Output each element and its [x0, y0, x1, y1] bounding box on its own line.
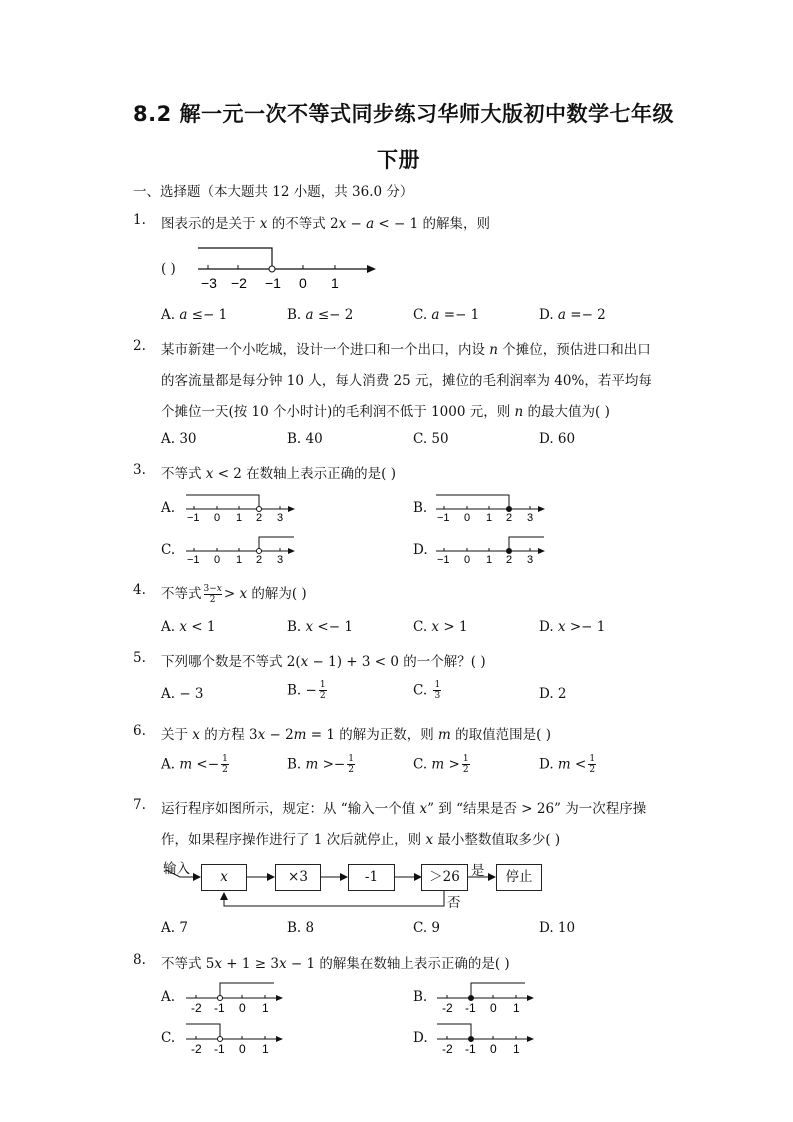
q5-option-c-label: C.	[413, 682, 432, 699]
q1-option-a[interactable]: A. 𝑎 ≤− 1	[161, 307, 228, 323]
axis-label: 1	[486, 512, 493, 524]
flow-box-times3: ×3	[275, 864, 321, 891]
q1-option-c[interactable]: C. 𝑎 =− 1	[413, 307, 480, 323]
q5-option-c[interactable]	[413, 680, 441, 701]
axis-label: 3	[527, 554, 534, 566]
q2-option-c[interactable]: C. 50	[413, 431, 449, 447]
q8-option-a-number-line	[184, 980, 286, 1016]
fraction-denominator: 2	[319, 691, 326, 701]
q1-axis-label: −3	[201, 275, 217, 291]
q4-number: 4.	[133, 582, 146, 598]
q1-paren: ( )	[161, 261, 176, 277]
q6-option-b-fraction	[347, 754, 355, 775]
q1-number: 1.	[133, 212, 146, 228]
axis-label: 0	[239, 1001, 246, 1015]
q4-fraction	[204, 584, 222, 605]
q4-fraction-denominator: 2	[209, 595, 216, 605]
q1-text: 图表示的是关于 𝑥 的不等式 2𝑥 − 𝑎 < − 1 的解集，则	[161, 216, 491, 232]
axis-label: 0	[490, 1001, 497, 1015]
axis-label: −1	[437, 554, 450, 566]
axis-label: 0	[490, 1042, 497, 1056]
q5-option-a[interactable]: A. − 3	[161, 686, 204, 702]
fraction-denominator: 3	[434, 691, 441, 701]
fraction-numerator: 1	[434, 680, 441, 690]
section-heading: 一、选择题（本大题共 12 小题，共 36.0 分）	[133, 184, 414, 200]
q2-option-b[interactable]: B. 40	[287, 431, 323, 447]
axis-label: 1	[236, 554, 243, 566]
axis-label: -2	[191, 1042, 202, 1056]
fraction-denominator: 2	[348, 765, 354, 775]
axis-label: -2	[442, 1001, 453, 1015]
q3-option-a-number-line	[184, 492, 299, 524]
fraction-numerator: 1	[222, 754, 228, 764]
axis-label: −1	[437, 512, 450, 524]
axis-label: 2	[256, 554, 263, 566]
fraction-numerator: 1	[319, 680, 326, 690]
q8-option-c-number-line	[184, 1021, 286, 1057]
q2-number: 2.	[133, 338, 146, 354]
axis-label: 1	[262, 1001, 269, 1015]
axis-label: 0	[464, 554, 471, 566]
q3-text: 不等式 𝑥 < 2 在数轴上表示正确的是( )	[161, 466, 397, 482]
flow-box-stop: 停止	[496, 864, 542, 891]
q8-option-b-number-line	[435, 980, 537, 1016]
q3-option-c[interactable]: C.	[161, 542, 176, 558]
q8-number: 8.	[133, 952, 146, 968]
flow-box-x: 𝑥	[201, 864, 247, 891]
q2-text-line: 某市新建一个小吃城，设计一个进口和一个出口，内设 𝑛 个摊位，预估进口和出口	[161, 342, 651, 358]
q5-option-b-fraction	[319, 680, 327, 701]
flow-box-gt26: ＞26	[421, 864, 468, 891]
q8-option-d[interactable]: D.	[413, 1030, 428, 1046]
q1-axis-label: −2	[231, 275, 247, 291]
fraction-denominator: 2	[462, 765, 469, 775]
page-title-line2: 下册	[377, 148, 420, 172]
axis-label: -1	[465, 1042, 476, 1056]
q8-text: 不等式 5𝑥 + 1 ≥ 3𝑥 − 1 的解集在数轴上表示正确的是( )	[161, 956, 510, 972]
flow-yes-label: 是	[471, 863, 485, 879]
axis-label: 1	[513, 1001, 520, 1015]
axis-label: 2	[256, 512, 263, 524]
q3-number: 3.	[133, 462, 146, 478]
axis-label: 0	[464, 512, 471, 524]
q6-option-a-fraction	[221, 754, 229, 775]
q6-number: 6.	[133, 723, 146, 739]
q8-option-a[interactable]: A.	[161, 989, 176, 1005]
q1-axis-label: 0	[299, 275, 307, 291]
q6-text: 关于 𝑥 的方程 3𝑥 − 2𝑚 = 1 的解为正数，则 𝑚 的取值范围是( )	[161, 727, 551, 743]
fraction-numerator: 1	[462, 754, 469, 764]
q2-option-d[interactable]: D. 60	[539, 431, 576, 447]
flow-input-label: 输入	[163, 861, 190, 877]
axis-label: 0	[239, 1042, 246, 1056]
q5-option-b-label: B. −	[287, 682, 317, 699]
q2-text-line: 个摊位一天(按 10 个小时计)的毛利润不低于 1000 元，则 𝑛 的最大值为( )	[161, 404, 610, 420]
q4-text-pre: 不等式	[161, 586, 202, 602]
q3-option-c-number-line	[184, 534, 299, 566]
fraction-numerator: 1	[589, 754, 596, 764]
q6-option-d-label: D. 𝑚 <	[539, 756, 587, 773]
q7-option-a[interactable]: A. 7	[161, 920, 188, 936]
q6-option-b[interactable]	[287, 754, 355, 775]
q3-option-b-number-line	[434, 492, 549, 524]
axis-label: -2	[191, 1001, 202, 1015]
q4-text-post: > 𝑥 的解为( )	[223, 586, 307, 602]
q1-axis-label: 1	[331, 275, 339, 291]
axis-label: −1	[187, 554, 200, 566]
q2-text-line: 的客流量都是每分钟 10 人，每人消费 25 元，摊位的毛利润率为 40%，若平均每	[161, 373, 652, 389]
q3-option-a[interactable]: A.	[161, 500, 176, 516]
axis-label: 0	[214, 512, 221, 524]
q4-option-a[interactable]: A. 𝑥 < 1	[161, 619, 216, 635]
q5-option-b[interactable]	[287, 680, 327, 701]
axis-label: 1	[236, 512, 243, 524]
axis-label: 3	[527, 512, 534, 524]
q4-option-b[interactable]: B. 𝑥 <− 1	[287, 619, 353, 635]
q5-option-d[interactable]: D. 2	[539, 686, 567, 702]
q8-option-d-number-line	[435, 1021, 537, 1057]
q6-option-c[interactable]	[413, 754, 470, 775]
axis-label: -1	[214, 1042, 225, 1056]
fraction-numerator: 1	[348, 754, 354, 764]
axis-label: 2	[506, 554, 513, 566]
q6-option-c-fraction	[462, 754, 470, 775]
axis-label: 1	[486, 554, 493, 566]
q6-option-a-label: A. 𝑚 <−	[161, 756, 220, 773]
q6-option-c-label: C. 𝑚 >	[413, 756, 460, 773]
q2-option-a[interactable]: A. 30	[161, 431, 197, 447]
q5-number: 5.	[133, 650, 146, 666]
fraction-denominator: 2	[222, 765, 228, 775]
flow-no-label: 否	[447, 895, 461, 911]
q4-option-d[interactable]: D. 𝑥 >− 1	[539, 619, 606, 635]
axis-label: 3	[277, 512, 284, 524]
q6-option-d[interactable]	[539, 754, 596, 775]
q1-option-d[interactable]: D. 𝑎 =− 2	[539, 307, 606, 323]
page-title-line1: 8.2 解一元一次不等式同步练习华师大版初中数学七年级	[133, 102, 675, 126]
q6-option-b-label: B. 𝑚 >−	[287, 756, 346, 773]
q8-option-c[interactable]: C.	[161, 1030, 176, 1046]
axis-label: 3	[277, 554, 284, 566]
axis-label: 1	[513, 1042, 520, 1056]
q6-option-d-fraction	[588, 754, 596, 775]
q3-option-b[interactable]: B.	[413, 500, 428, 516]
axis-label: 2	[506, 512, 513, 524]
q1-number-line	[195, 244, 380, 294]
fraction-denominator: 2	[589, 765, 596, 775]
q7-option-c[interactable]: C. 9	[413, 920, 441, 936]
q3-option-d[interactable]: D.	[413, 542, 428, 558]
q6-option-a[interactable]	[161, 754, 229, 775]
axis-label: -1	[465, 1001, 476, 1015]
q3-option-d-number-line	[434, 534, 549, 566]
q4-option-c[interactable]: C. 𝑥 > 1	[413, 619, 468, 635]
flow-box-minus1: -1	[348, 864, 395, 891]
q7-option-d[interactable]: D. 10	[539, 920, 576, 936]
axis-label: -2	[442, 1042, 453, 1056]
axis-label: -1	[214, 1001, 225, 1015]
q4-fraction-numerator: 3−𝑥	[203, 584, 222, 594]
q1-option-b[interactable]: B. 𝑎 ≤− 2	[287, 307, 354, 323]
q5-text: 下列哪个数是不等式 2(𝑥 − 1) + 3 < 0 的一个解？( )	[161, 654, 486, 670]
axis-label: 1	[262, 1042, 269, 1056]
q1-axis-label: −1	[265, 275, 281, 291]
axis-label: 0	[214, 554, 221, 566]
q4-text	[161, 582, 307, 605]
q8-option-b[interactable]: B.	[413, 989, 428, 1005]
q7-option-b[interactable]: B. 8	[287, 920, 315, 936]
q7-text-line: 作，如果程序操作进行了 1 次后就停止，则 𝑥 最小整数值取多少( )	[161, 832, 561, 848]
q7-number: 7.	[133, 797, 146, 813]
q7-text-line: 运行程序如图所示，规定：从 “输入一个值 𝑥” 到 “结果是否 > 26” 为一次程序操	[161, 801, 647, 817]
axis-label: −1	[187, 512, 200, 524]
q5-option-c-fraction	[433, 680, 441, 701]
